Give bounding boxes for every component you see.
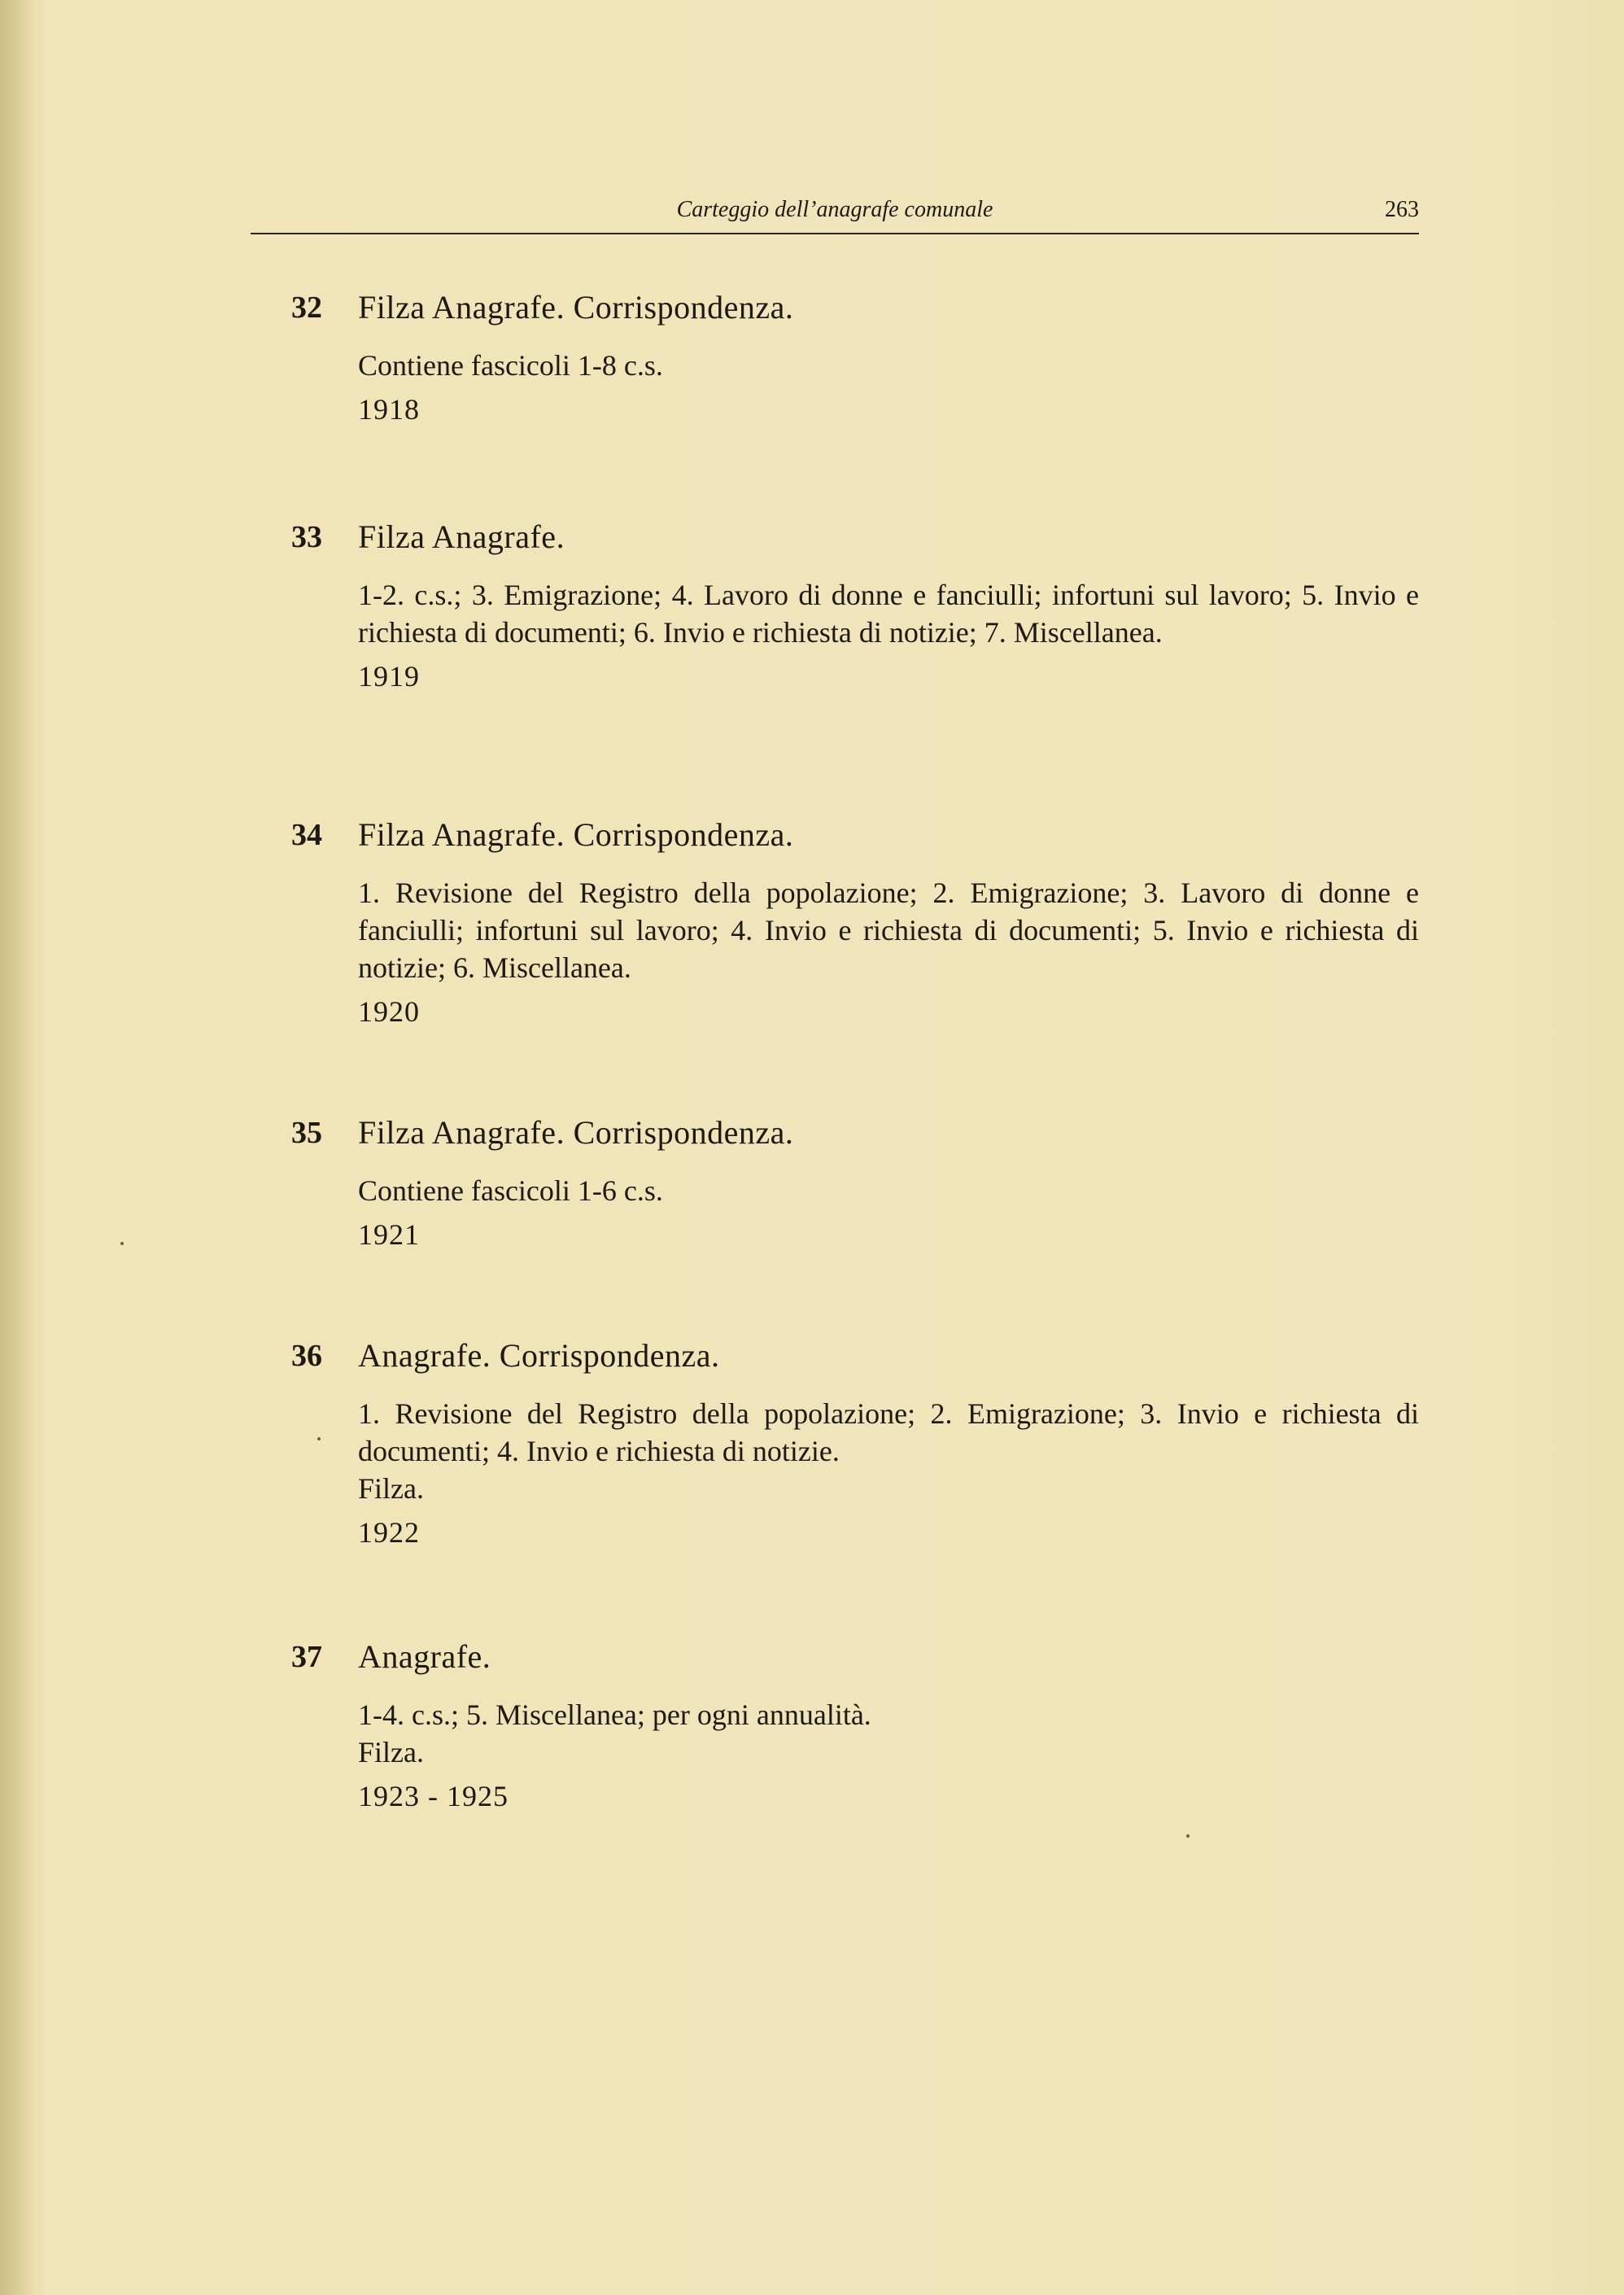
entry-date: 1921	[358, 1218, 420, 1251]
page-spine-shadow	[0, 0, 36, 2295]
catalog-entry-37	[283, 1636, 1419, 1815]
entry-description: 1. Revisione del Registro della popolazione; 2. Emigrazione; 3. Invio e richiesta di documenti; 4. Invio e richiesta di notizie.	[358, 1397, 1419, 1467]
catalog-entry-33	[283, 516, 1419, 695]
entry-description: 1. Revisione del Registro della popolazione; 2. Emigrazione; 3. Lavoro di donne e fanciulli; infortuni sul lavoro; 4. Invio e richiesta di documenti; 5. Invio e richiesta di notizie; 6. Miscellanea.	[358, 876, 1419, 984]
entry-container-type: Filza.	[358, 1472, 424, 1505]
entry-title: Filza Anagrafe.	[358, 518, 565, 555]
entry-container-type: Filza.	[358, 1736, 424, 1768]
entry-description: 1-2. c.s.; 3. Emigrazione; 4. Lavoro di donne e fanciulli; infortuni sul lavoro; 5. Invio e richiesta di documenti; 6. Invio e richiesta di notizie; 7. Miscellanea.	[358, 579, 1419, 649]
entry-number: 36	[291, 1339, 322, 1373]
entry-title: Filza Anagrafe. Corrispondenza.	[358, 1114, 794, 1151]
entry-title: Filza Anagrafe. Corrispondenza.	[358, 289, 794, 326]
entry-date: 1923 - 1925	[358, 1780, 509, 1812]
catalog-entry-35	[283, 1112, 1419, 1253]
entry-number: 34	[291, 818, 322, 852]
catalog-entry-32	[283, 286, 1419, 428]
entry-description: Contiene fascicoli 1-6 c.s.	[358, 1174, 663, 1207]
entry-date: 1922	[358, 1516, 420, 1549]
page-number: 263	[1385, 197, 1419, 222]
entry-date: 1919	[358, 660, 420, 693]
entry-date: 1918	[358, 393, 420, 426]
catalog-entry-36	[283, 1335, 1419, 1551]
entry-number: 32	[291, 291, 322, 325]
entry-number: 35	[291, 1116, 322, 1150]
paper-speck	[120, 1242, 124, 1245]
catalog-entry-34	[283, 814, 1419, 1030]
paper-speck	[1186, 1834, 1190, 1838]
entry-heading	[283, 1335, 1419, 1384]
entry-heading	[283, 286, 1419, 335]
entry-number: 37	[291, 1640, 322, 1674]
entry-heading	[283, 814, 1419, 863]
entry-title: Filza Anagrafe. Corrispondenza.	[358, 816, 794, 853]
entry-number: 33	[291, 520, 322, 554]
entry-description: 1-4. c.s.; 5. Miscellanea; per ogni annualità.	[358, 1698, 871, 1731]
entry-heading	[283, 1112, 1419, 1161]
entry-description: Contiene fascicoli 1-8 c.s.	[358, 349, 663, 382]
entry-title: Anagrafe.	[358, 1638, 491, 1675]
entry-heading	[283, 1636, 1419, 1685]
running-head	[251, 195, 1419, 234]
entry-title: Anagrafe. Corrispondenza.	[358, 1337, 720, 1374]
entry-heading	[283, 516, 1419, 565]
running-title: Carteggio dell’anagrafe comunale	[676, 197, 993, 222]
paper-speck	[317, 1437, 321, 1440]
entry-date: 1920	[358, 995, 420, 1028]
